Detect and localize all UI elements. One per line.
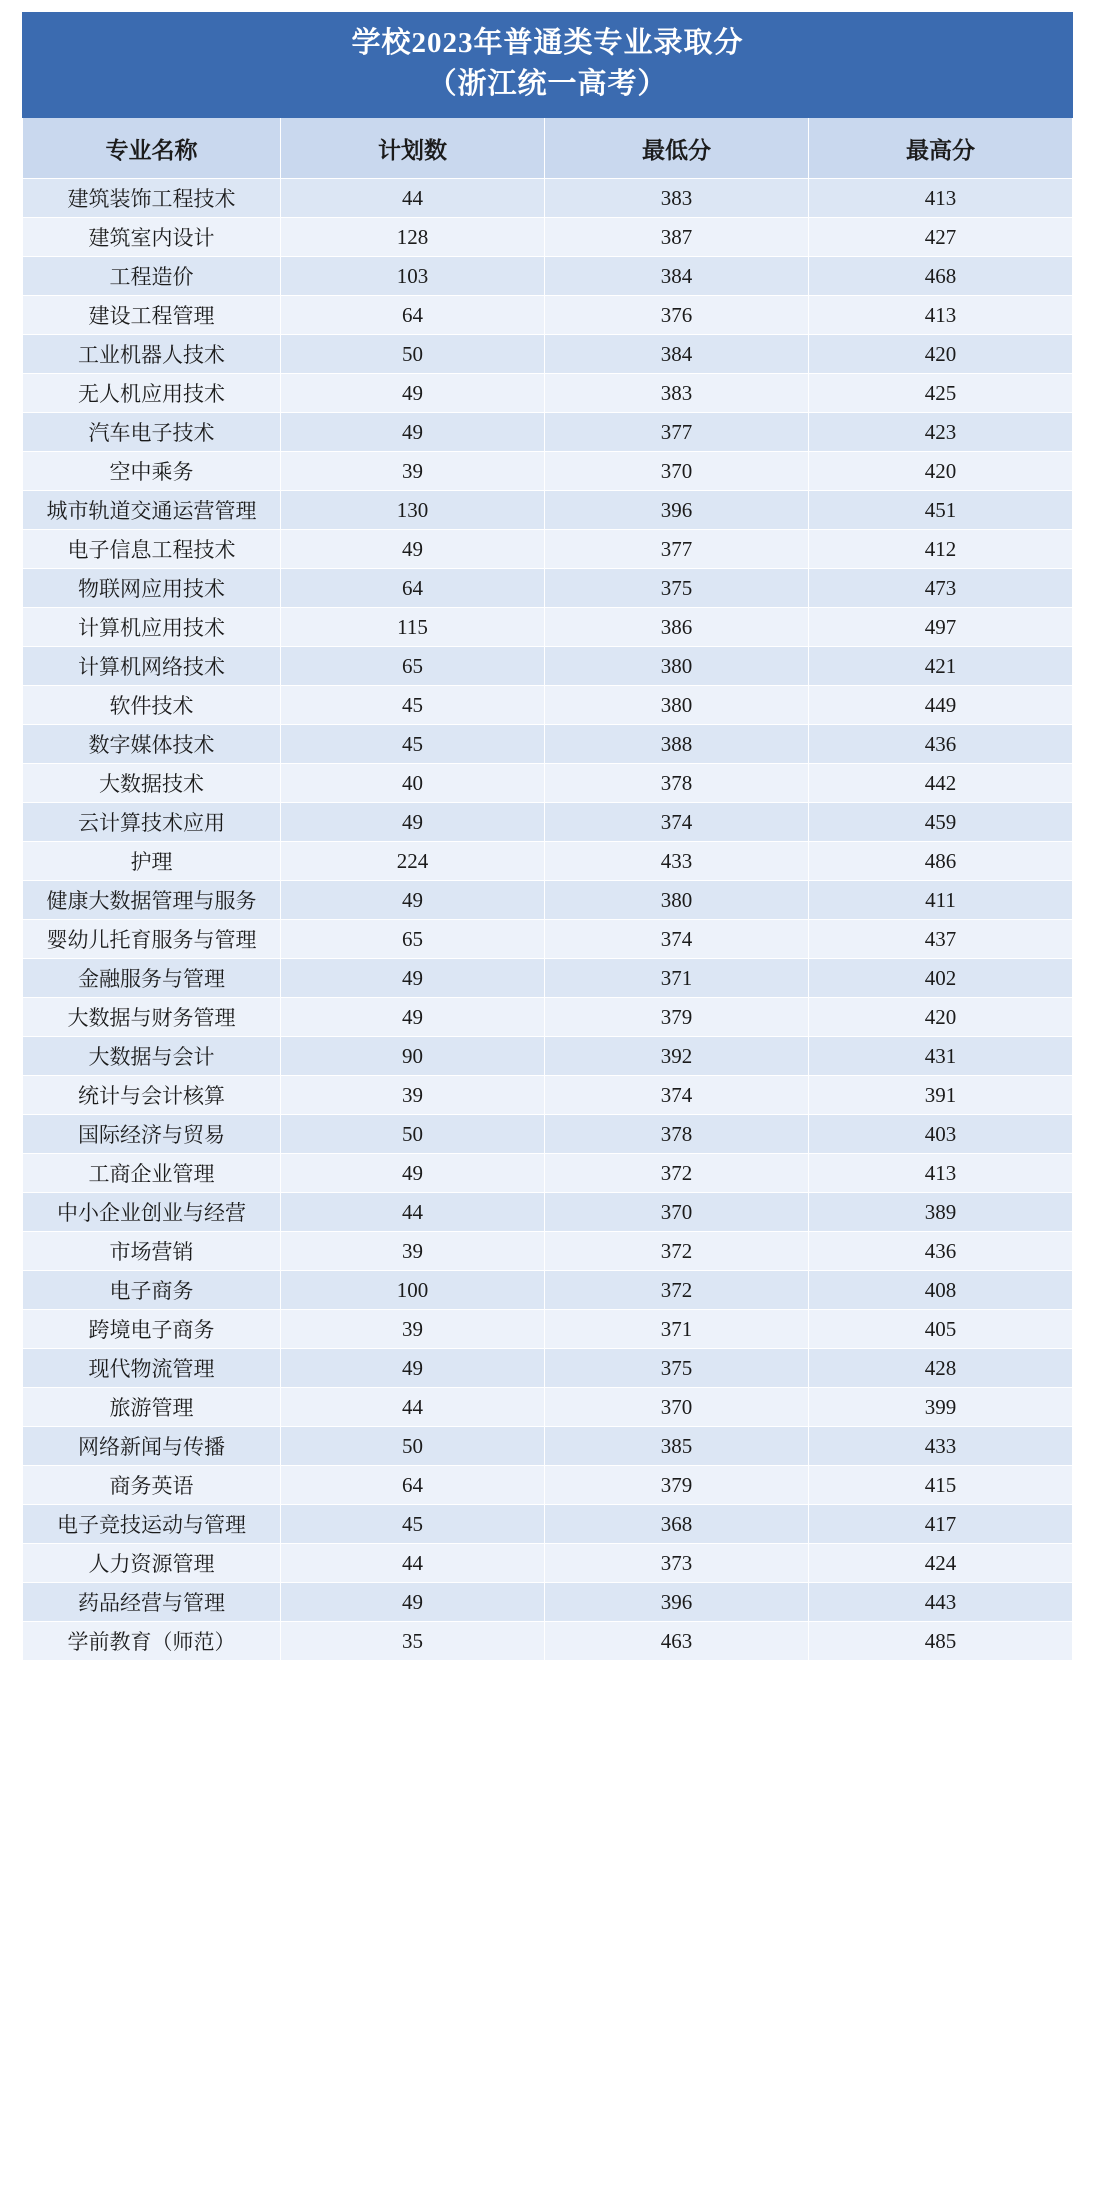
cell-plan-count: 65 <box>281 920 545 959</box>
cell-plan-count: 49 <box>281 998 545 1037</box>
cell-max-score: 405 <box>809 1310 1073 1349</box>
cell-max-score: 389 <box>809 1193 1073 1232</box>
cell-plan-count: 49 <box>281 1583 545 1622</box>
cell-min-score: 377 <box>545 530 809 569</box>
cell-plan-count: 64 <box>281 569 545 608</box>
cell-major-name: 城市轨道交通运营管理 <box>23 491 281 530</box>
cell-plan-count: 50 <box>281 335 545 374</box>
table-body <box>23 179 1073 1661</box>
table-row <box>23 803 1073 842</box>
cell-major-name: 旅游管理 <box>23 1388 281 1427</box>
cell-plan-count: 65 <box>281 647 545 686</box>
cell-plan-count: 39 <box>281 1232 545 1271</box>
cell-min-score: 396 <box>545 491 809 530</box>
cell-major-name: 数字媒体技术 <box>23 725 281 764</box>
cell-min-score: 371 <box>545 959 809 998</box>
table-row <box>23 686 1073 725</box>
table-row <box>23 725 1073 764</box>
table-row <box>23 569 1073 608</box>
cell-plan-count: 49 <box>281 803 545 842</box>
cell-max-score: 424 <box>809 1544 1073 1583</box>
cell-min-score: 392 <box>545 1037 809 1076</box>
table-row <box>23 1232 1073 1271</box>
cell-max-score: 417 <box>809 1505 1073 1544</box>
cell-max-score: 408 <box>809 1271 1073 1310</box>
table-row <box>23 1076 1073 1115</box>
cell-min-score: 379 <box>545 1466 809 1505</box>
cell-min-score: 383 <box>545 374 809 413</box>
table-row <box>23 881 1073 920</box>
cell-plan-count: 44 <box>281 1193 545 1232</box>
table-row <box>23 1505 1073 1544</box>
cell-max-score: 427 <box>809 218 1073 257</box>
cell-plan-count: 49 <box>281 881 545 920</box>
cell-max-score: 431 <box>809 1037 1073 1076</box>
table-row <box>23 1583 1073 1622</box>
cell-plan-count: 49 <box>281 374 545 413</box>
title-line-1: 学校2023年普通类专业录取分 <box>351 27 744 59</box>
cell-plan-count: 39 <box>281 452 545 491</box>
cell-max-score: 413 <box>809 296 1073 335</box>
cell-major-name: 健康大数据管理与服务 <box>23 881 281 920</box>
cell-max-score: 433 <box>809 1427 1073 1466</box>
cell-plan-count: 44 <box>281 1544 545 1583</box>
table-row <box>23 1154 1073 1193</box>
cell-major-name: 网络新闻与传播 <box>23 1427 281 1466</box>
cell-max-score: 402 <box>809 959 1073 998</box>
cell-plan-count: 44 <box>281 179 545 218</box>
table-row <box>23 1427 1073 1466</box>
cell-max-score: 420 <box>809 335 1073 374</box>
cell-min-score: 376 <box>545 296 809 335</box>
cell-major-name: 市场营销 <box>23 1232 281 1271</box>
table-row <box>23 1466 1073 1505</box>
table-row <box>23 413 1073 452</box>
table-row <box>23 1622 1073 1661</box>
cell-plan-count: 130 <box>281 491 545 530</box>
cell-major-name: 物联网应用技术 <box>23 569 281 608</box>
cell-major-name: 护理 <box>23 842 281 881</box>
table-title-row <box>23 13 1073 118</box>
cell-min-score: 463 <box>545 1622 809 1661</box>
column-header-min-score: 最低分 <box>545 118 809 179</box>
cell-plan-count: 39 <box>281 1076 545 1115</box>
table-row <box>23 1193 1073 1232</box>
table-row <box>23 764 1073 803</box>
cell-min-score: 379 <box>545 998 809 1037</box>
cell-plan-count: 50 <box>281 1115 545 1154</box>
cell-major-name: 软件技术 <box>23 686 281 725</box>
cell-major-name: 计算机应用技术 <box>23 608 281 647</box>
table-row <box>23 491 1073 530</box>
table-row <box>23 296 1073 335</box>
cell-max-score: 413 <box>809 1154 1073 1193</box>
cell-plan-count: 49 <box>281 413 545 452</box>
table-header-row <box>23 118 1073 179</box>
cell-min-score: 387 <box>545 218 809 257</box>
table-row <box>23 1271 1073 1310</box>
cell-max-score: 391 <box>809 1076 1073 1115</box>
table-row <box>23 998 1073 1037</box>
table-row <box>23 257 1073 296</box>
cell-max-score: 399 <box>809 1388 1073 1427</box>
cell-max-score: 473 <box>809 569 1073 608</box>
cell-major-name: 建设工程管理 <box>23 296 281 335</box>
cell-major-name: 建筑装饰工程技术 <box>23 179 281 218</box>
cell-major-name: 现代物流管理 <box>23 1349 281 1388</box>
cell-major-name: 学前教育（师范） <box>23 1622 281 1661</box>
cell-max-score: 449 <box>809 686 1073 725</box>
cell-max-score: 423 <box>809 413 1073 452</box>
cell-major-name: 空中乘务 <box>23 452 281 491</box>
cell-plan-count: 49 <box>281 959 545 998</box>
cell-plan-count: 40 <box>281 764 545 803</box>
cell-major-name: 电子信息工程技术 <box>23 530 281 569</box>
title-line-2: （浙江统一高考） <box>427 68 668 101</box>
cell-min-score: 388 <box>545 725 809 764</box>
cell-major-name: 工商企业管理 <box>23 1154 281 1193</box>
table-row <box>23 1388 1073 1427</box>
cell-plan-count: 49 <box>281 1349 545 1388</box>
admission-score-table <box>22 12 1073 1661</box>
cell-max-score: 415 <box>809 1466 1073 1505</box>
cell-max-score: 485 <box>809 1622 1073 1661</box>
cell-plan-count: 45 <box>281 686 545 725</box>
cell-min-score: 386 <box>545 608 809 647</box>
cell-major-name: 婴幼儿托育服务与管理 <box>23 920 281 959</box>
cell-max-score: 420 <box>809 452 1073 491</box>
cell-major-name: 电子商务 <box>23 1271 281 1310</box>
cell-major-name: 药品经营与管理 <box>23 1583 281 1622</box>
cell-max-score: 425 <box>809 374 1073 413</box>
cell-max-score: 497 <box>809 608 1073 647</box>
cell-min-score: 380 <box>545 686 809 725</box>
cell-plan-count: 50 <box>281 1427 545 1466</box>
table-row <box>23 374 1073 413</box>
cell-plan-count: 100 <box>281 1271 545 1310</box>
cell-major-name: 跨境电子商务 <box>23 1310 281 1349</box>
cell-min-score: 383 <box>545 179 809 218</box>
column-header-plan-count: 计划数 <box>281 118 545 179</box>
cell-major-name: 无人机应用技术 <box>23 374 281 413</box>
cell-plan-count: 115 <box>281 608 545 647</box>
cell-major-name: 大数据与财务管理 <box>23 998 281 1037</box>
cell-max-score: 468 <box>809 257 1073 296</box>
table-row <box>23 335 1073 374</box>
table-row <box>23 608 1073 647</box>
table-row <box>23 1349 1073 1388</box>
table-row <box>23 530 1073 569</box>
cell-min-score: 372 <box>545 1154 809 1193</box>
cell-major-name: 计算机网络技术 <box>23 647 281 686</box>
table-row <box>23 842 1073 881</box>
cell-major-name: 人力资源管理 <box>23 1544 281 1583</box>
cell-major-name: 金融服务与管理 <box>23 959 281 998</box>
cell-major-name: 建筑室内设计 <box>23 218 281 257</box>
table-row <box>23 452 1073 491</box>
cell-major-name: 电子竞技运动与管理 <box>23 1505 281 1544</box>
cell-max-score: 436 <box>809 725 1073 764</box>
cell-max-score: 428 <box>809 1349 1073 1388</box>
cell-major-name: 工程造价 <box>23 257 281 296</box>
cell-plan-count: 64 <box>281 1466 545 1505</box>
cell-min-score: 374 <box>545 803 809 842</box>
table-row <box>23 920 1073 959</box>
table-row <box>23 1310 1073 1349</box>
cell-max-score: 451 <box>809 491 1073 530</box>
cell-min-score: 380 <box>545 647 809 686</box>
cell-major-name: 商务英语 <box>23 1466 281 1505</box>
cell-max-score: 403 <box>809 1115 1073 1154</box>
cell-major-name: 大数据与会计 <box>23 1037 281 1076</box>
cell-max-score: 486 <box>809 842 1073 881</box>
cell-max-score: 436 <box>809 1232 1073 1271</box>
cell-max-score: 459 <box>809 803 1073 842</box>
cell-plan-count: 128 <box>281 218 545 257</box>
column-header-max-score: 最高分 <box>809 118 1073 179</box>
cell-min-score: 433 <box>545 842 809 881</box>
cell-min-score: 370 <box>545 452 809 491</box>
cell-min-score: 375 <box>545 1349 809 1388</box>
cell-min-score: 396 <box>545 1583 809 1622</box>
table-row <box>23 1115 1073 1154</box>
cell-max-score: 442 <box>809 764 1073 803</box>
cell-major-name: 云计算技术应用 <box>23 803 281 842</box>
table-row <box>23 1037 1073 1076</box>
cell-min-score: 380 <box>545 881 809 920</box>
cell-max-score: 420 <box>809 998 1073 1037</box>
cell-min-score: 378 <box>545 1115 809 1154</box>
table-row <box>23 959 1073 998</box>
table-title <box>23 13 1073 118</box>
cell-major-name: 工业机器人技术 <box>23 335 281 374</box>
cell-min-score: 372 <box>545 1232 809 1271</box>
cell-min-score: 370 <box>545 1193 809 1232</box>
cell-min-score: 377 <box>545 413 809 452</box>
cell-min-score: 373 <box>545 1544 809 1583</box>
cell-min-score: 384 <box>545 335 809 374</box>
cell-max-score: 421 <box>809 647 1073 686</box>
table-row <box>23 647 1073 686</box>
cell-max-score: 443 <box>809 1583 1073 1622</box>
cell-major-name: 中小企业创业与经营 <box>23 1193 281 1232</box>
table-row <box>23 179 1073 218</box>
cell-plan-count: 224 <box>281 842 545 881</box>
cell-plan-count: 49 <box>281 1154 545 1193</box>
cell-major-name: 统计与会计核算 <box>23 1076 281 1115</box>
cell-max-score: 413 <box>809 179 1073 218</box>
cell-plan-count: 35 <box>281 1622 545 1661</box>
cell-min-score: 372 <box>545 1271 809 1310</box>
cell-min-score: 375 <box>545 569 809 608</box>
cell-max-score: 437 <box>809 920 1073 959</box>
cell-max-score: 411 <box>809 881 1073 920</box>
cell-min-score: 378 <box>545 764 809 803</box>
cell-min-score: 374 <box>545 1076 809 1115</box>
cell-major-name: 大数据技术 <box>23 764 281 803</box>
column-header-major-name: 专业名称 <box>23 118 281 179</box>
cell-min-score: 385 <box>545 1427 809 1466</box>
cell-plan-count: 45 <box>281 725 545 764</box>
cell-major-name: 汽车电子技术 <box>23 413 281 452</box>
cell-plan-count: 64 <box>281 296 545 335</box>
cell-min-score: 368 <box>545 1505 809 1544</box>
cell-max-score: 412 <box>809 530 1073 569</box>
cell-min-score: 370 <box>545 1388 809 1427</box>
cell-plan-count: 45 <box>281 1505 545 1544</box>
cell-min-score: 384 <box>545 257 809 296</box>
table-row <box>23 1544 1073 1583</box>
cell-plan-count: 90 <box>281 1037 545 1076</box>
cell-min-score: 374 <box>545 920 809 959</box>
table-row <box>23 218 1073 257</box>
cell-plan-count: 44 <box>281 1388 545 1427</box>
cell-min-score: 371 <box>545 1310 809 1349</box>
cell-plan-count: 39 <box>281 1310 545 1349</box>
cell-plan-count: 103 <box>281 257 545 296</box>
cell-major-name: 国际经济与贸易 <box>23 1115 281 1154</box>
cell-plan-count: 49 <box>281 530 545 569</box>
